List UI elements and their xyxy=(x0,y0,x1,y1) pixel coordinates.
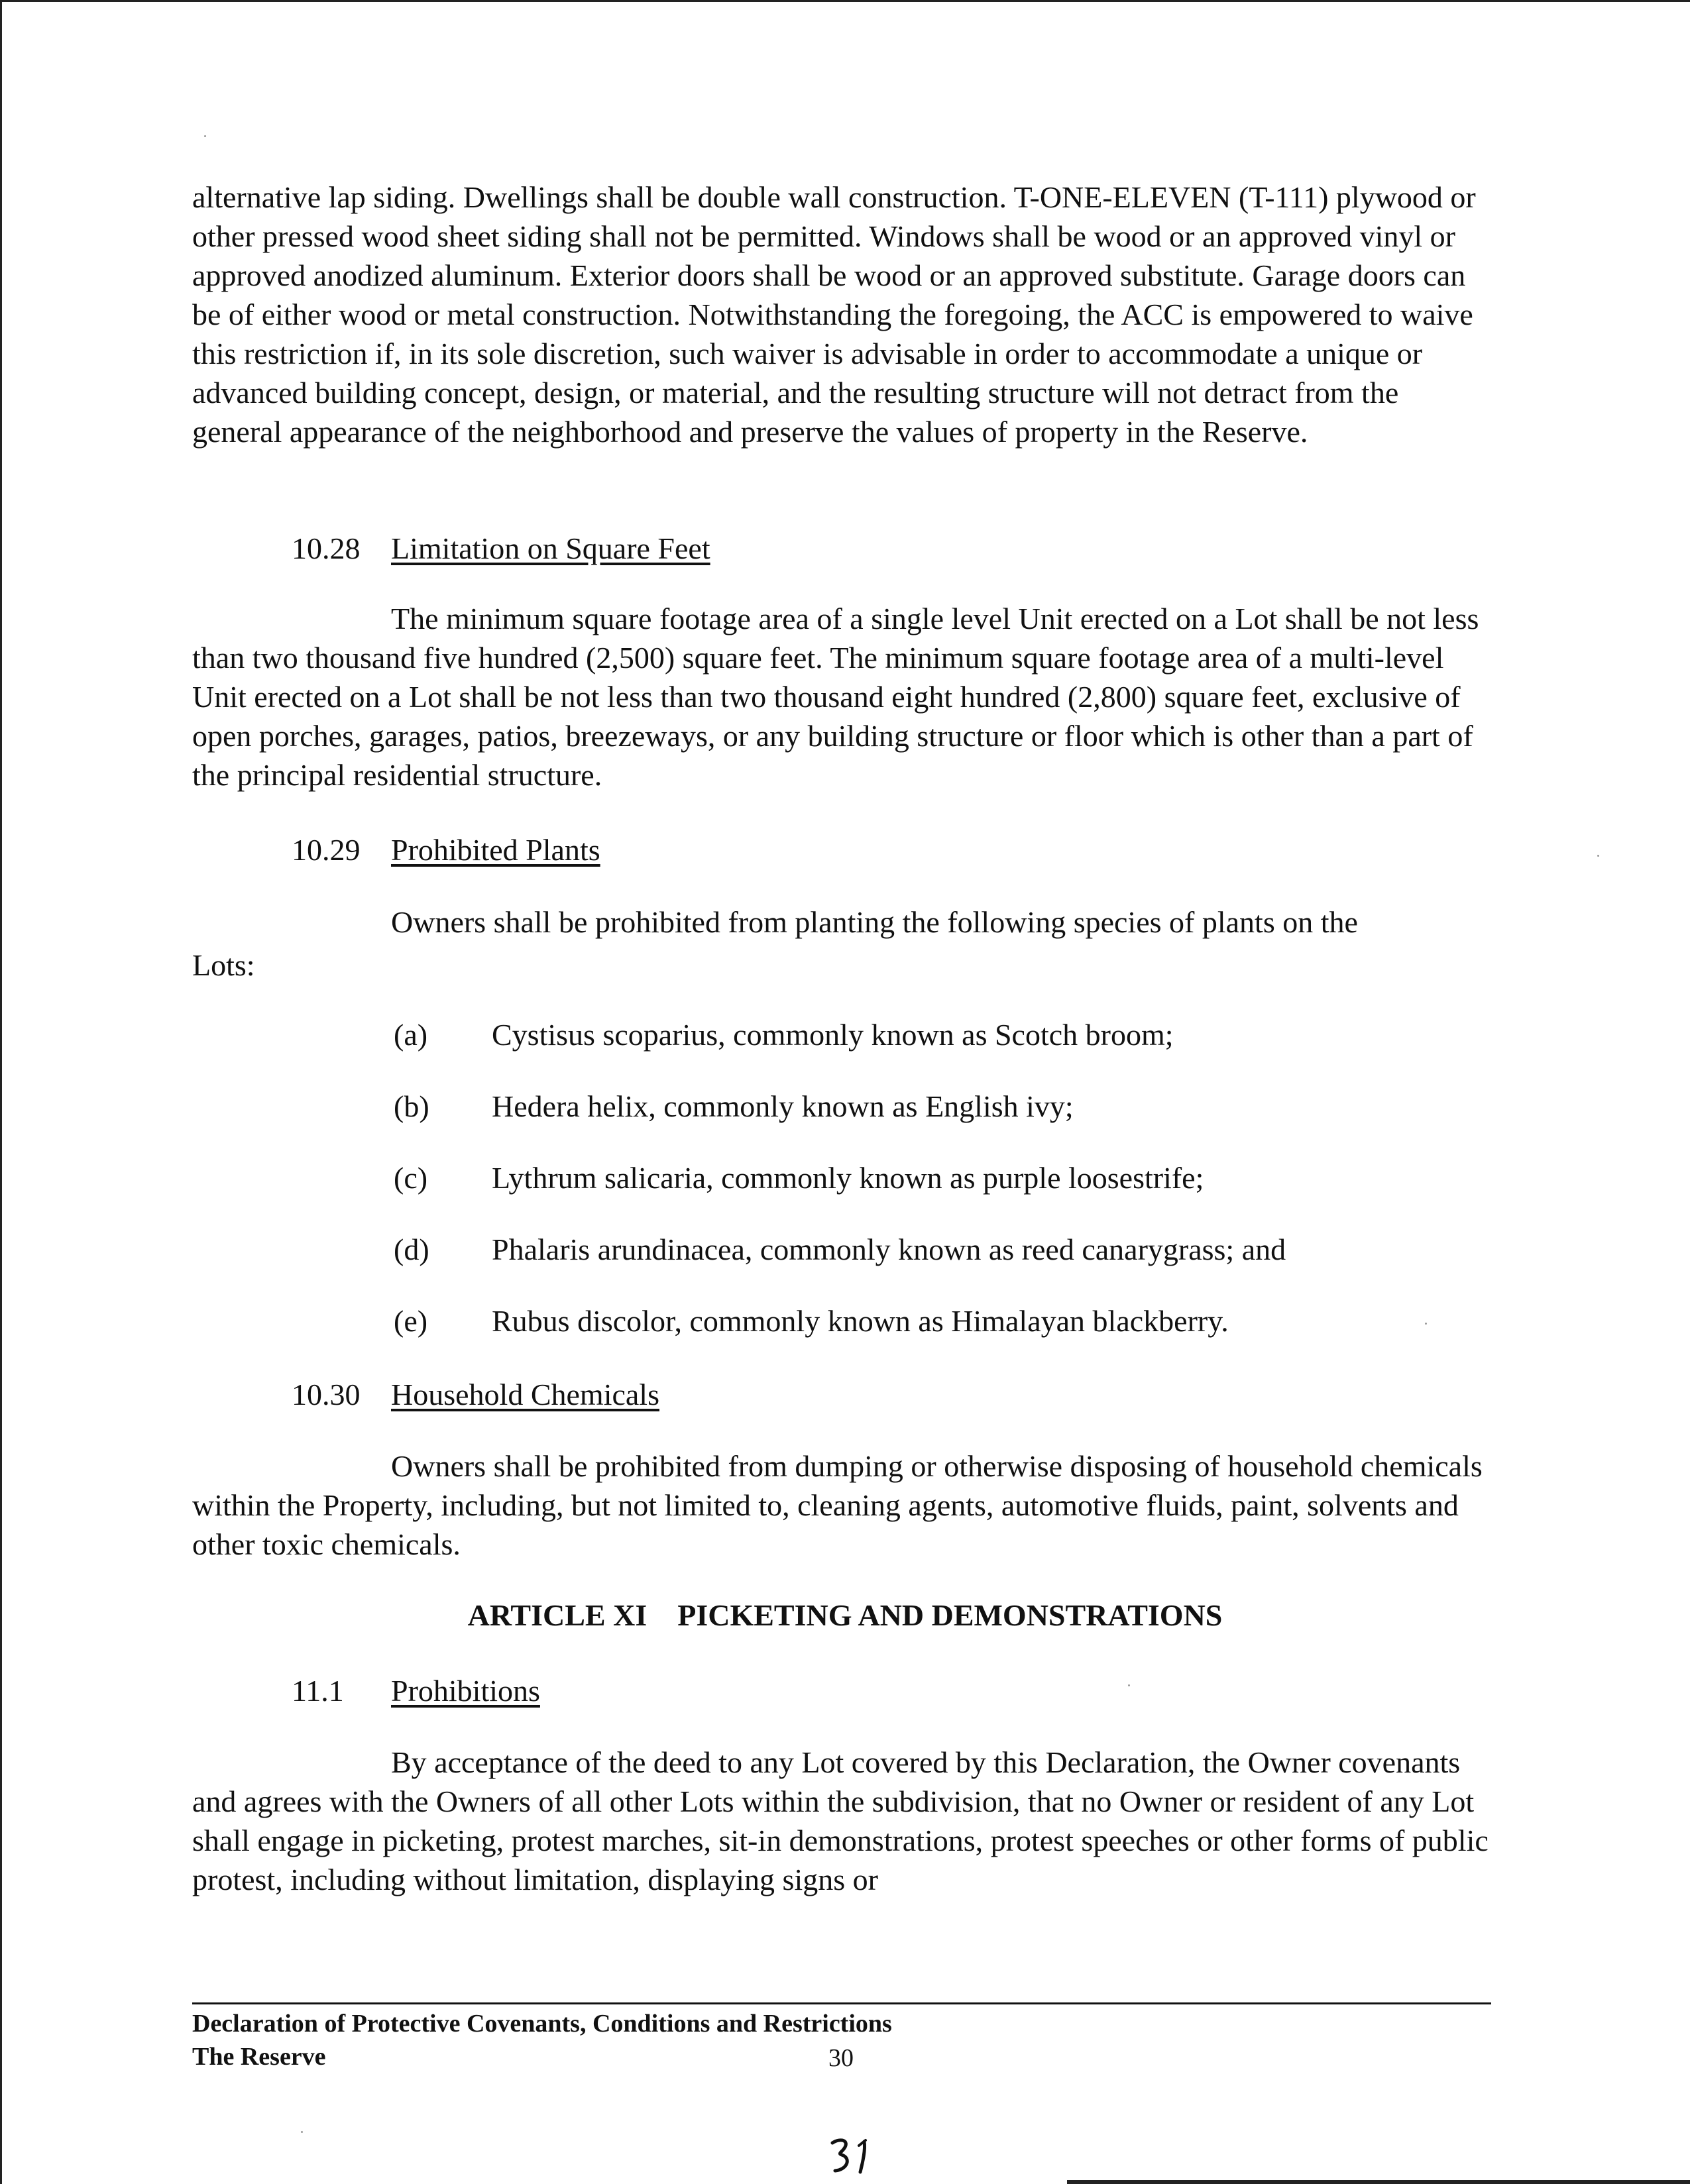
scan-speck xyxy=(204,135,206,137)
handwritten-page-number xyxy=(827,2135,887,2175)
section-title: Prohibitions xyxy=(391,1674,540,1708)
section-number: 11.1 xyxy=(292,1674,344,1708)
section-body-10-29: Owners shall be prohibited from planting the following species of plants on the xyxy=(391,905,1358,939)
section-heading-11-1 xyxy=(292,1671,1219,1710)
list-item xyxy=(394,1158,1388,1197)
section-heading-10-30 xyxy=(292,1375,1219,1414)
article-heading: ARTICLE XI PICKETING AND DEMONSTRATIONS xyxy=(467,1598,1223,1632)
list-item-text: Rubus discolor, commonly known as Himalayan blackberry. xyxy=(492,1304,1229,1338)
list-item xyxy=(394,1301,1388,1340)
list-item xyxy=(394,1015,1388,1054)
section-heading-10-28 xyxy=(292,529,1219,568)
scan-edge-top xyxy=(0,0,1690,2)
list-item-label: (d) xyxy=(394,1232,429,1266)
section-number: 10.29 xyxy=(292,833,361,867)
page-number: 30 xyxy=(828,2044,854,2072)
list-item-label: (e) xyxy=(394,1304,428,1338)
scan-edge-left xyxy=(0,0,2,2184)
list-item-text: Lythrum salicaria, commonly known as purple loosestrife; xyxy=(492,1161,1204,1195)
footer-document-title: Declaration of Protective Covenants, Conditions and Restrictions xyxy=(192,2010,892,2038)
list-item-text: Phalaris arundinacea, commonly known as reed canarygrass; and xyxy=(492,1232,1286,1266)
list-item-label: (a) xyxy=(394,1018,428,1052)
section-heading-10-29 xyxy=(292,830,1219,869)
list-item-text: Hedera helix, commonly known as English ivy; xyxy=(492,1089,1074,1123)
section-title: Limitation on Square Feet xyxy=(391,531,710,565)
intro-paragraph: alternative lap siding. Dwellings shall be double wall construction. T-ONE-ELEVEN (T-111) plywood or other pressed wood sheet siding shall not be permitted. Windows shall be wood or an approved vinyl or approved anodized aluminum. Exterior doors shall be wood or an approved substitute. Garage doors can be of either wood or metal construction. Notwithstanding the foregoing, the ACC is empowered to waive this restriction if, in its sole discretion, such waiver is advisable in order to accommodate a unique or advanced building concept, design, or material, and the resulting structure will not detract from the general appearance of the neighborhood and preserve the values of property in the Reserve. xyxy=(192,180,1476,449)
section-body-continuation: Lots: xyxy=(192,948,255,982)
scan-speck xyxy=(1597,855,1599,857)
scan-speck xyxy=(1128,1684,1130,1686)
footer-project-name: The Reserve xyxy=(192,2043,326,2071)
section-body-10-28: The minimum square footage area of a single level Unit erected on a Lot shall be not less than two thousand five hundred (2,500) square feet. The minimum square footage area of a multi-level Unit erected on a Lot shall be not less than two thousand eight hundred (2,800) square feet, exclusive of open porches, garages, patios, breezeways, or any building structure or floor which is other than a part of the principal residential structure. xyxy=(192,602,1479,792)
list-item-label: (b) xyxy=(394,1089,429,1123)
list-item-label: (c) xyxy=(394,1161,428,1195)
scan-edge-bottom xyxy=(1067,2180,1690,2184)
section-title: Household Chemicals xyxy=(391,1378,659,1411)
scan-speck xyxy=(301,2131,303,2133)
section-title: Prohibited Plants xyxy=(391,833,600,867)
list-item xyxy=(394,1230,1388,1269)
scan-speck xyxy=(1425,1323,1427,1325)
section-body-11-1: By acceptance of the deed to any Lot covered by this Declaration, the Owner covenants and agrees with the Owners of all other Lots within the subdivision, that no Owner or resident of any Lot shall engage in picketing, protest marches, sit-in demonstrations, protest speeches or other forms of public protest, including without limitation, displaying signs or xyxy=(192,1745,1489,1896)
list-item-text: Cystisus scoparius, commonly known as Scotch broom; xyxy=(492,1018,1174,1052)
list-item xyxy=(394,1087,1388,1126)
footer-rule xyxy=(192,2002,1491,2004)
section-number: 10.30 xyxy=(292,1378,361,1411)
section-body-10-30: Owners shall be prohibited from dumping or otherwise disposing of household chemicals within the Property, including, but not limited to, cleaning agents, automotive fluids, paint, solvents and other toxic chemicals. xyxy=(192,1449,1483,1561)
section-number: 10.28 xyxy=(292,531,361,565)
